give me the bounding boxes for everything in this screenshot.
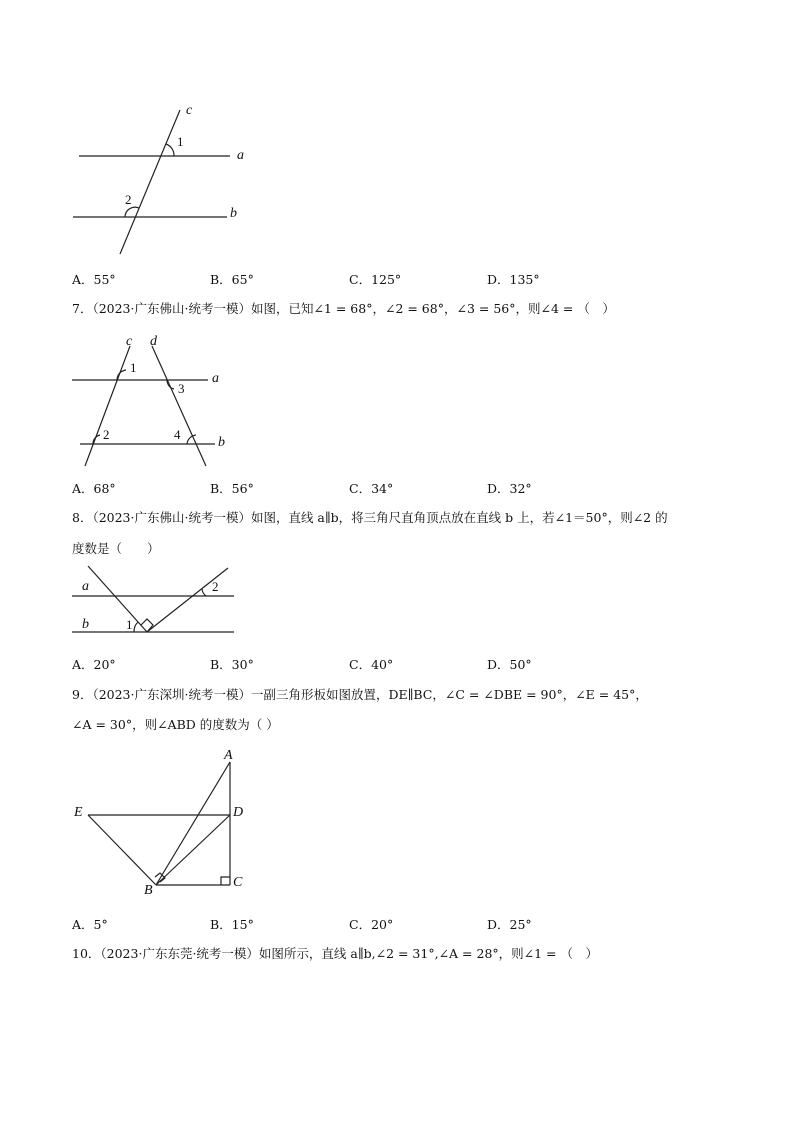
label-angle-2: 2	[125, 192, 132, 207]
label-b: b	[218, 435, 225, 450]
triangle-leg-right	[147, 568, 228, 632]
q9-text-line1: 9．（2023·广东深圳·统考一模）一副三角形板如图放置，DE∥BC，∠C = ∠DBE = 90°，∠E = 45°，	[72, 687, 648, 702]
label-c: c	[126, 334, 133, 349]
q9-text-line2: ∠A = 30°，则∠ABD 的度数为（ ）	[72, 717, 279, 732]
q7-figure	[60, 334, 250, 470]
label-a: a	[237, 148, 244, 163]
label-a: a	[82, 579, 89, 594]
q8-option-a[interactable]: A．20°	[72, 657, 116, 672]
label-angle-1: 1	[130, 360, 137, 375]
q8-option-b[interactable]: B．30°	[210, 657, 254, 672]
angle-1-arc	[166, 144, 174, 156]
right-angle-mark	[141, 619, 153, 632]
q6-figure-svg	[60, 100, 280, 260]
q9-option-c[interactable]: C．20°	[349, 917, 394, 932]
q9-option-a[interactable]: A．5°	[72, 917, 108, 932]
q8-text-line1: 8．（2023·广东佛山·统考一模）如图，直线 a∥b，将三角尺直角顶点放在直线 b 上，若∠1＝50°，则∠2 的	[72, 510, 668, 525]
line-c	[120, 110, 180, 254]
label-angle-1: 1	[126, 617, 133, 632]
label-angle-3: 3	[178, 381, 185, 396]
right-angle-mark-c	[221, 877, 230, 885]
label-B: B	[144, 883, 153, 898]
label-D: D	[233, 805, 244, 820]
q6-option-d[interactable]: D．135°	[487, 272, 540, 287]
label-angle-1: 1	[177, 134, 184, 149]
q9-option-d[interactable]: D．25°	[487, 917, 532, 932]
q7-option-b[interactable]: B．56°	[210, 481, 254, 496]
q8-option-c[interactable]: C．40°	[349, 657, 394, 672]
q8-figure	[60, 562, 250, 648]
q6-option-c[interactable]: C．125°	[349, 272, 402, 287]
label-a: a	[212, 371, 219, 386]
line-d	[152, 346, 206, 466]
label-angle-2: 2	[103, 427, 110, 442]
q9-option-b[interactable]: B．15°	[210, 917, 254, 932]
segment-EB	[88, 815, 156, 885]
q7-text: 7．（2023·广东佛山·统考一模）如图，已知∠1 = 68°，∠2 = 68°，∠3 = 56°，则∠4 = （ ）	[72, 301, 615, 316]
label-A: A	[224, 748, 233, 763]
q9-figure-svg	[70, 748, 260, 900]
q8-text-line2: 度数是（ ）	[72, 541, 160, 556]
label-C: C	[233, 875, 243, 890]
q8-figure-svg	[60, 562, 250, 648]
q7-option-a[interactable]: A．68°	[72, 481, 116, 496]
label-angle-4: 4	[174, 427, 181, 442]
segment-DB	[156, 815, 230, 885]
q7-option-d[interactable]: D．32°	[487, 481, 532, 496]
line-c	[85, 346, 130, 466]
triangle-leg-left	[88, 566, 147, 632]
q7-option-c[interactable]: C．34°	[349, 481, 394, 496]
q9-figure	[70, 748, 260, 900]
q6-option-b[interactable]: B．65°	[210, 272, 254, 287]
q10-text: 10．（2023·广东东莞·统考一模）如图所示，直线 a∥b,∠2 = 31°,∠A = 28°，则∠1 = （ ）	[72, 946, 598, 961]
q8-option-d[interactable]: D．50°	[487, 657, 532, 672]
label-E: E	[74, 805, 83, 820]
label-d: d	[150, 334, 157, 349]
label-b: b	[230, 206, 237, 221]
angle-2-arc	[202, 589, 206, 596]
q6-option-a[interactable]: A．55°	[72, 272, 116, 287]
q6-figure	[60, 100, 280, 260]
angle-1-arc	[134, 622, 138, 632]
label-b: b	[82, 617, 89, 632]
segment-AB	[156, 762, 230, 885]
label-angle-2: 2	[212, 579, 219, 594]
label-c: c	[186, 103, 193, 118]
